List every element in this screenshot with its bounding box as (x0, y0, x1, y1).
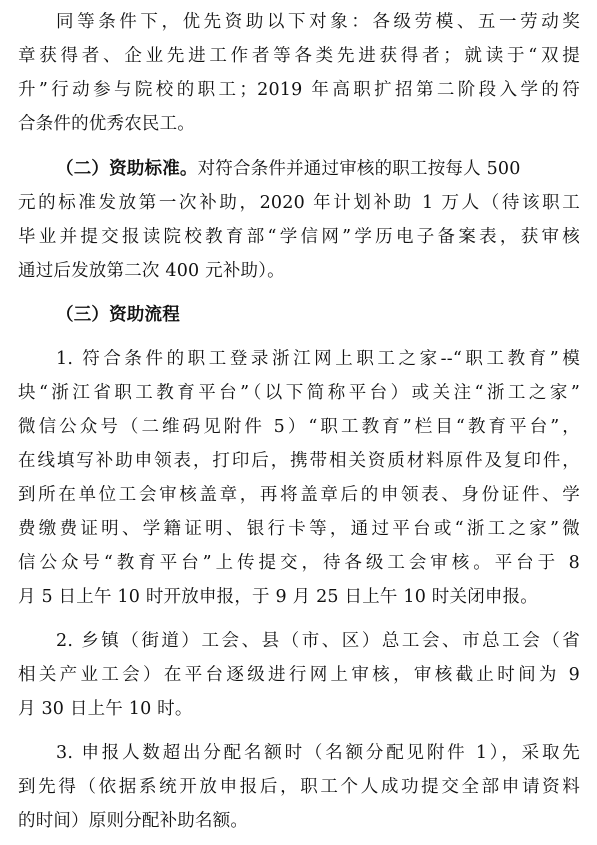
paragraph-line: 费缴费证明、学籍证明、银行卡等，通过平台或“浙工之家”微 (18, 519, 580, 539)
paragraph-line: 1. 符合条件的职工登录浙江网上职工之家--“职工教育”模 (56, 349, 580, 369)
paragraph-line: 到所在单位工会审核盖章，再将盖章后的申领表、身份证件、学 (18, 485, 580, 505)
paragraph-line-text: 对符合条件并通过审核的职工按每人 500 (197, 159, 521, 179)
paragraph-line: 通过后发放第二次 400 元补助）。 (18, 261, 285, 281)
section-heading: （二）资助标准。 (56, 159, 198, 179)
paragraph-line: 月 30 日上午 10 时。 (18, 699, 193, 719)
paragraph-line: 章获得者、企业先进工作者等各类先进获得者；就读于“双提 (18, 46, 580, 66)
paragraph-line: 3. 申报人数超出分配名额时（名额分配见附件 1），采取先 (56, 743, 580, 763)
paragraph-line: 月 5 日上午 10 时开放申报，于 9 月 25 日上午 10 时关闭申报。 (18, 587, 538, 607)
paragraph-line: 升”行动参与院校的职工；2019 年高职扩招第二阶段入学的符 (18, 80, 580, 100)
paragraph-line: 相关产业工会）在平台逐级进行网上审核，审核截止时间为 9 (18, 665, 580, 685)
paragraph-line: 块“浙江省职工教育平台”（以下简称平台）或关注“浙工之家” (18, 383, 580, 403)
paragraph-line: 微信公众号（二维码见附件 5）“职工教育”栏目“教育平台”， (18, 417, 580, 437)
paragraph-line: 在线填写补助申领表，打印后，携带相关资质材料原件及复印件， (18, 451, 580, 471)
paragraph-line: 毕业并提交报读院校教育部“学信网”学历电子备案表，获审核 (18, 227, 580, 247)
paragraph-line: 信公众号“教育平台”上传提交，待各级工会审核。平台于 8 (18, 553, 580, 573)
paragraph-line: 元的标准发放第一次补助，2020 年计划补助 1 万人（待该职工 (18, 193, 580, 213)
standard-first-line (56, 152, 580, 186)
paragraph-line: 同等条件下，优先资助以下对象：各级劳模、五一劳动奖 (56, 12, 580, 32)
paragraph-line: 合条件的优秀农民工。 (18, 114, 195, 134)
paragraph-line: 到先得（依据系统开放申报后，职工个人成功提交全部申请资料 (18, 777, 580, 797)
section-heading: （三）资助流程 (56, 305, 180, 325)
paragraph-line: 的时间）原则分配补助名额。 (18, 811, 249, 831)
paragraph-line: 2. 乡镇（街道）工会、县（市、区）总工会、市总工会（省 (56, 631, 580, 651)
